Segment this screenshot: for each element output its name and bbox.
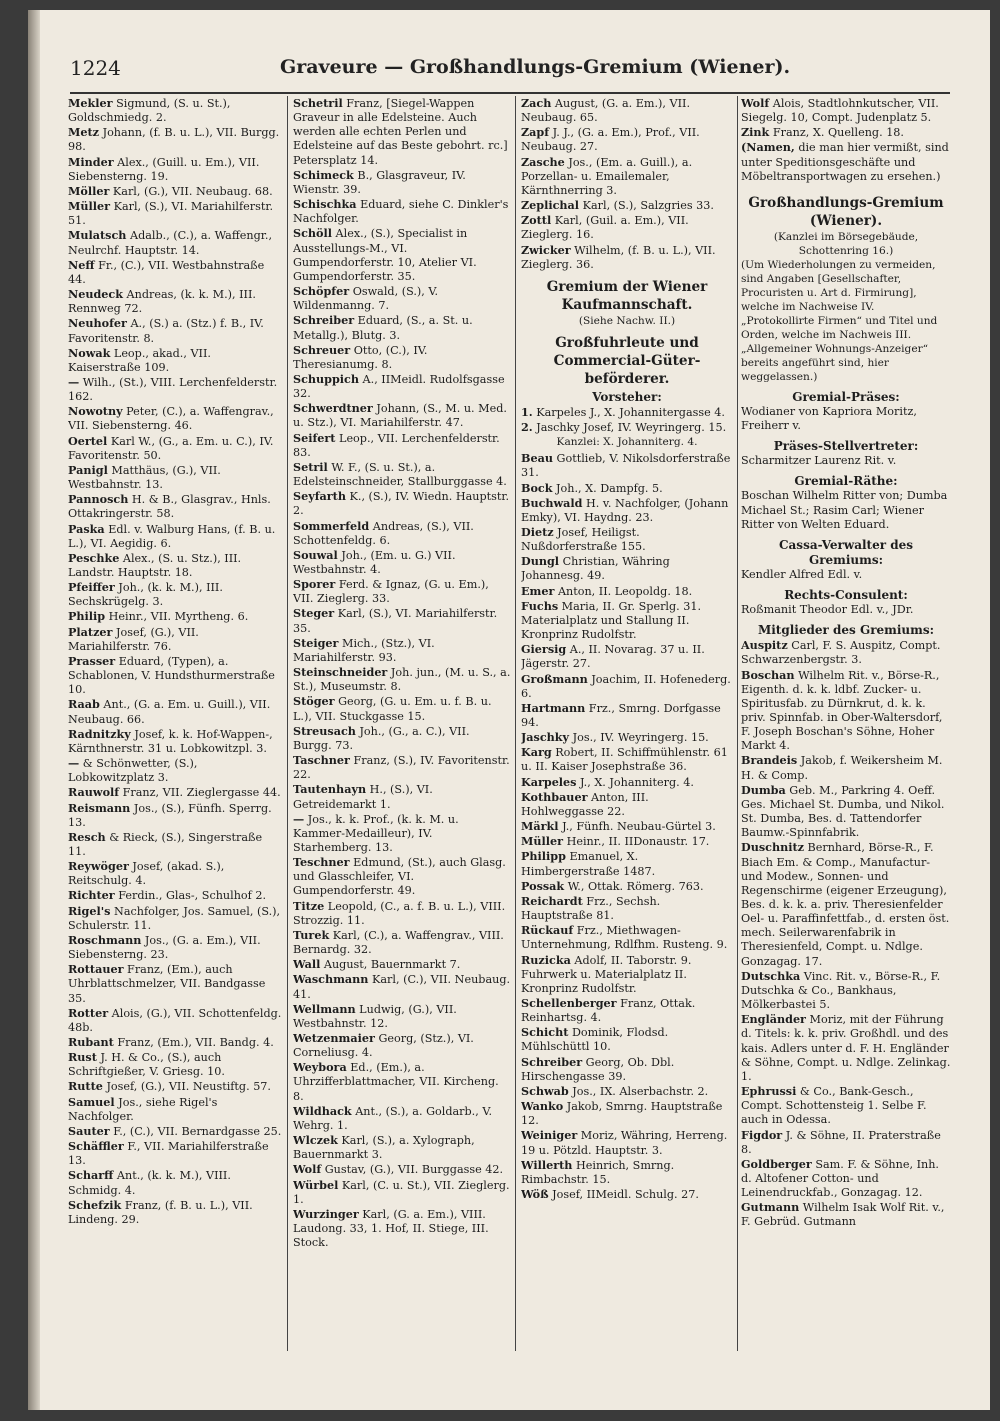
entry-name: Steiger	[293, 635, 339, 650]
directory-entry: Zach August, (G. a. Em.), VII. Neubaug. 65.	[521, 96, 691, 125]
entry-name: Streusach	[293, 723, 356, 738]
directory-entry: Rotter Alois, (G.), VII. Schottenfeldg. 48b.	[68, 1005, 282, 1034]
entry-name: Panigl	[68, 462, 108, 477]
entry-name: Wall	[293, 957, 321, 972]
entry-name: Nowotny	[68, 404, 123, 419]
directory-entry: Müller Heinr., II. IIDonaustr. 17.	[521, 834, 710, 849]
entry-name: Resch	[68, 829, 106, 844]
directory-entry: Nowotny Peter, (C.), a. Waffengrav., VII. Siebensterng. 46.	[68, 404, 274, 433]
directory-entry: Steinschneider Joh. jun., (M. u. S., a. St.), Museumstr. 8.	[293, 665, 511, 694]
directory-entry: Reismann Jos., (S.), Fünfh. Sperrg. 13.	[68, 800, 272, 829]
directory-entry: Weiniger Moriz, Währing, Herreng. 19 u. Pötzld. Hauptstr. 3.	[521, 1128, 728, 1157]
directory-entry: Neuhofer A., (S.) a. (Stz.) f. B., IV. Favoritenstr. 8.	[68, 316, 264, 345]
page-title: Graveure — Großhandlungs-Gremium (Wiener).	[280, 56, 791, 78]
entry-name: Goldberger	[741, 1156, 812, 1171]
directory-entry: Seyfarth K., (S.), IV. Wiedn. Hauptstr. 2.	[293, 489, 510, 518]
entry-name: Zeplichal	[521, 198, 580, 213]
consulent-entry: Roßmanit Theodor Edl. v., JDr.	[741, 603, 914, 617]
column-3-entries-a	[521, 96, 733, 272]
directory-entry: Zwicker Wilhelm, (f. B. u. L.), VII. Zieglerg. 36.	[521, 242, 716, 271]
directory-entry: Schicht Dominik, Flodsd. Mühlschüttl 10.	[521, 1025, 669, 1054]
directory-entry: Teschner Edmund, (St.), auch Glasg. und Glasschleifer, VI. Gumpendorferstr. 49.	[293, 855, 506, 898]
entry-name: Neudeck	[68, 287, 123, 302]
directory-entry: Boschan Wilhelm Rit. v., Börse-R., Eigenth. d. k. k. ldbf. Zucker- u. Spiritusfab. zu Dürnkrut, d. k. k. priv. Spinnfab. in Ober-Waltersdorf, F. Joseph Boschan's Söhne, Hoher Markt 4.	[741, 667, 943, 753]
entry-name: Schellenberger	[521, 995, 617, 1010]
entry-name: Wurzinger	[293, 1206, 359, 1221]
directory-entry: Raab Ant., (G. a. Em. u. Guill.), VII. Neubaug. 66.	[68, 697, 271, 726]
entry-name: Boschan	[741, 667, 795, 682]
entry-name: Schwerdtner	[293, 401, 373, 416]
entry-name: Roschmann	[68, 932, 142, 947]
directory-entry: Schimeck B., Glasgraveur, IV. Wienstr. 39.	[293, 167, 466, 196]
entry-name: Reichardt	[521, 893, 583, 908]
entry-name: Paska	[68, 521, 105, 536]
directory-entry: Neudeck Andreas, (k. k. M.), III. Rennweg 72.	[68, 287, 256, 316]
directory-entry: Zasche Jos., (Em. a. Guill.), a. Porzellan- u. Emailemaler, Kärnthnerring 3.	[521, 154, 693, 197]
entry-name: Rottauer	[68, 962, 124, 977]
directory-entry: Wolf Gustav, (G.), VII. Burggasse 42.	[293, 1162, 504, 1177]
entry-name: Mekler	[68, 96, 113, 110]
entry-name: Reismann	[68, 800, 131, 815]
entry-name: Richter	[68, 888, 115, 903]
directory-entry: — Jos., k. k. Prof., (k. k. M. u. Kammer-Medailleur), IV. Starhemberg. 13.	[293, 811, 459, 854]
entry-name: Schwab	[521, 1083, 569, 1098]
column-divider-3	[737, 96, 738, 1351]
entry-name: Mulatsch	[68, 228, 127, 243]
entry-name: Possak	[521, 878, 565, 893]
entry-name: Schöll	[293, 226, 332, 241]
column-divider-2	[515, 96, 516, 1351]
directory-entry: Pfeiffer Joh., (k. k. M.), III. Sechskrügelg. 3.	[68, 580, 223, 609]
directory-entry: Würbel Karl, (C. u. St.), VII. Zieglerg. 1.	[293, 1177, 510, 1206]
entry-name: Schuppich	[293, 371, 359, 386]
directory-entry: — & Schönwetter, (S.), Lobkowitzplatz 3.	[68, 756, 198, 785]
entry-name: Turek	[293, 927, 330, 942]
directory-entry: Brandeis Jakob, f. Weikersheim M. H. & Comp.	[741, 753, 943, 782]
directory-entry: Giersig A., II. Novarag. 37 u. II. Jägerstr. 27.	[521, 642, 705, 671]
directory-entry: Karpeles J., X. Johanniterg. 4.	[521, 774, 694, 789]
entry-name: Setril	[293, 459, 328, 474]
entry-name: Ephrussi	[741, 1084, 797, 1099]
entry-name: Beau	[521, 451, 553, 466]
entry-name: Müller	[521, 834, 564, 849]
praeses-entry: Wodianer von Kapriora Moritz, Freiherr v.	[741, 404, 917, 433]
directory-entry: Müller Karl, (S.), VI. Mariahilferstr. 51.	[68, 199, 274, 228]
entry-name: Großmann	[521, 671, 588, 686]
directory-entry: Emer Anton, II. Leopoldg. 18.	[521, 583, 693, 598]
directory-entry: Radnitzky Josef, k. k. Hof-Wappen-, Kärnthnerstr. 31 u. Lobkowitzpl. 3.	[68, 726, 273, 755]
directory-entry: Metz Johann, (f. B. u. L.), VII. Burgg. 98.	[68, 125, 280, 154]
entry-name: Emer	[521, 583, 555, 598]
entry-name: Schimeck	[293, 167, 354, 182]
entry-name: Wolf	[293, 1162, 322, 1177]
directory-entry: Mekler Sigmund, (S. u. St.), Goldschmiedg. 2.	[68, 96, 231, 125]
mitglieder-label: Mitglieder des Gremiums:	[757, 623, 935, 638]
directory-entry: Oertel Karl W., (G., a. Em. u. C.), IV. Favoritenstr. 50.	[68, 433, 274, 462]
directory-entry: Mulatsch Adalb., (C.), a. Waffengr., Neulrchf. Hauptstr. 14.	[68, 228, 273, 257]
entry-name: Schicht	[521, 1025, 569, 1040]
directory-entry: Zink Franz, X. Quelleng. 18.	[741, 125, 904, 140]
raethe-entry: Boschan Wilhelm Ritter von; Dumba Michael St.; Rasim Carl; Wiener Ritter von Welten Eduard.	[741, 489, 948, 531]
entry-name: Hartmann	[521, 700, 586, 715]
entry-name: Pannosch	[68, 492, 129, 507]
entry-name: Wildhack	[293, 1103, 352, 1118]
entry-name: Metz	[68, 125, 100, 140]
entry-name: (Namen,	[741, 140, 795, 155]
entry-name: Figdor	[741, 1127, 783, 1142]
cassa-entry: Kendler Alfred Edl. v.	[741, 567, 863, 581]
section-address: (Kanzlei im Börsegebäude, Schottenring 16.)	[773, 230, 919, 257]
directory-entry: Rauwolf Franz, VII. Zieglergasse 44.	[68, 785, 281, 800]
directory-entry: Waschmann Karl, (C.), VII. Neubaug. 41.	[293, 972, 511, 1001]
directory-entry: Reichardt Frz., Sechsh. Hauptstraße 81.	[521, 893, 661, 923]
directory-entry: Paska Edl. v. Walburg Hans, (f. B. u. L.), VI. Aegidig. 6.	[68, 521, 276, 550]
directory-entry: Stöger Georg, (G. u. Em. u. f. B. u. L.), VII. Stuckgasse 15.	[293, 694, 492, 723]
entry-name: Auspitz	[741, 638, 788, 653]
directory-entry: Dutschka Vinc. Rit. v., Börse-R., F. Dutschka & Co., Bankhaus, Mölkerbastei 5.	[741, 968, 941, 1012]
directory-entry: Minder Alex., (Guill. u. Em.), VII. Siebensterng. 19.	[68, 154, 260, 183]
page-header	[70, 48, 950, 88]
entry-name: Tautenhayn	[293, 782, 367, 797]
stellvertreter-label: Präses-Stellvertreter:	[773, 439, 919, 454]
directory-entry: Ruzicka Adolf, II. Taborstr. 9. Fuhrwerk u. Materialplatz II. Kronprinz Rudolfstr.	[521, 952, 692, 995]
entry-name: Rutte	[68, 1079, 103, 1094]
consulent-label: Rechts-Consulent:	[784, 588, 908, 603]
entry-name: Würbel	[293, 1177, 339, 1192]
directory-entry: Rust J. H. & Co., (S.), auch Schriftgießer, V. Griesg. 10.	[68, 1050, 225, 1079]
entry-name: Zach	[521, 96, 552, 110]
entry-name: Schetril	[293, 96, 343, 110]
entry-name: Seyfarth	[293, 489, 346, 504]
directory-entry: Philip Heinr., VII. Myrtheng. 6.	[68, 609, 249, 624]
directory-entry: Goldberger Sam. F. & Söhne, Inh. d. Altofener Cotton- und Leinendruckfab., Gonzagag. 12.	[741, 1156, 939, 1200]
section-note: (Um Wiederholungen zu vermeiden, sind Angaben [Gesellschafter, Procuristen u. Art d. Firmirung], welche im Nachweise IV. „Protokollirte Firmen“ und Titel und Orden, welche im Nachweis III. „Allgemeiner Wohnungs-Anzeiger“ bereits angeführt sind, hier weggelassen.)	[741, 258, 938, 383]
directory-entry: Schetril Franz, [Siegel-Wappen Graveur in alle Edelsteine. Auch werden alle echten Perlen und Edelsteine auf das Beste gebohrt. rc.] Petersplatz 14.	[293, 96, 508, 167]
directory-entry: Titze Leopold, (C., a. f. B. u. L.), VIII. Strozzig. 11.	[293, 898, 506, 927]
entry-name: Scharff	[68, 1168, 114, 1183]
directory-entry: Taschner Franz, (S.), IV. Favoritenstr. 22.	[293, 753, 510, 782]
directory-entry: Samuel Jos., siehe Rigel's Nachfolger.	[68, 1094, 218, 1123]
kanzlei-line: Kanzlei: X. Johanniterg. 4.	[556, 436, 698, 449]
directory-entry: Steger Karl, (S.), VI. Mariahilferstr. 35.	[293, 606, 498, 635]
entry-name: Schreuer	[293, 342, 351, 357]
directory-entry: Jaschky Jos., IV. Weyringerg. 15.	[521, 730, 709, 745]
directory-entry: Wlczek Karl, (S.), a. Xylograph, Bauernmarkt 3.	[293, 1133, 475, 1162]
entry-name: Bock	[521, 480, 553, 495]
directory-entry: Wellmann Ludwig, (G.), VII. Westbahnstr. 12.	[293, 1001, 457, 1030]
entry-name: Steger	[293, 606, 335, 621]
directory-entry: Auspitz Carl, F. S. Auspitz, Compt. Schwarzenbergstr. 3.	[741, 638, 941, 667]
directory-entry: Märkl J., Fünfh. Neubau-Gürtel 3.	[521, 819, 716, 834]
entry-name: Schischka	[293, 197, 357, 212]
entry-name: Wolf	[741, 96, 770, 110]
directory-entry: Rigel's Nachfolger, Jos. Samuel, (S.), Schulerstr. 11.	[68, 903, 281, 932]
directory-entry: Rückauf Frz., Miethwagen-Unternehmung, Rdlfhm. Rusteng. 9.	[521, 923, 728, 952]
directory-entry: Weybora Ed., (Em.), a. Uhrzifferblattmacher, VII. Kircheng. 8.	[293, 1060, 499, 1103]
entry-name: Schöpfer	[293, 284, 350, 299]
column-4-entries-a	[741, 96, 951, 184]
entry-name: Neff	[68, 257, 95, 272]
entry-name: Möller	[68, 183, 110, 198]
entry-name: Radnitzky	[68, 726, 131, 741]
raethe-label: Gremial-Räthe:	[794, 474, 898, 489]
entry-name: —	[293, 811, 305, 826]
directory-entry: Schöll Alex., (S.), Specialist in Ausstellungs-M., VI. Gumpendorferstr. 10, Atelier VI. Gumpendorferstr. 35.	[293, 226, 477, 283]
directory-entry: Setril W. F., (S. u. St.), a. Edelsteinschneider, Stallburggasse 4.	[293, 459, 507, 489]
entry-name: Duschnitz	[741, 840, 804, 855]
entry-name: Karpeles	[521, 774, 577, 789]
column-3	[521, 96, 733, 1356]
entry-name: Schreiber	[293, 313, 355, 328]
entry-name: Sporer	[293, 577, 336, 592]
entry-name: Ruzicka	[521, 952, 571, 967]
directory-entry: Schefzik Franz, (f. B. u. L.), VII. Lindeng. 29.	[68, 1197, 253, 1226]
directory-entry: Resch & Rieck, (S.), Singerstraße 11.	[68, 829, 263, 858]
entry-name: Dungl	[521, 554, 560, 569]
entry-name: Minder	[68, 154, 114, 169]
entry-name: Oertel	[68, 433, 108, 448]
directory-entry: — Wilh., (St.), VIII. Lerchenfelderstr. 162.	[68, 374, 278, 404]
entry-name: Zink	[741, 125, 770, 140]
entry-name: Weiniger	[521, 1128, 578, 1143]
directory-entry: Zapf J. J., (G. a. Em.), Prof., VII. Neubaug. 27.	[521, 125, 700, 154]
entry-name: Philipp	[521, 849, 566, 864]
entry-name: Rust	[68, 1050, 97, 1065]
directory-entry: Duschnitz Bernhard, Börse-R., F. Biach Em. & Comp., Manufactur- und Modew., Sonnen- und Regenschirme (eigener Erzeugung), Bes. d. k. k. a. priv. Theresienfelder Oel- u. Paraffinfettfab., d. ersten öst. mech. Seilerwarenfabrik in Theresienfeld, Compt. u. Ndlge. Gonzagag. 17.	[741, 840, 950, 968]
directory-entry: Schischka Eduard, siehe C. Dinkler's Nachfolger.	[293, 197, 509, 226]
column-divider-1	[287, 96, 288, 1351]
directory-entry: Fuchs Maria, II. Gr. Sperlg. 31. Materialplatz und Stallung II. Kronprinz Rudolfstr.	[521, 598, 702, 642]
entry-name: Engländer	[741, 1012, 806, 1027]
section-note-kaufmannschaft: (Siehe Nachw. II.)	[578, 314, 676, 327]
column-4	[741, 96, 951, 1356]
entry-name: Fuchs	[521, 598, 559, 613]
directory-entry: Willerth Heinrich, Smrng. Rimbachstr. 15.	[521, 1157, 675, 1186]
directory-entry: Engländer Moriz, mit der Führung d. Titels: k. k. priv. Großhdl. und des kais. Adlers unter d. F. H. Engländer & Söhne, Compt. u. Ndlge. Zelinkag. 1.	[741, 1012, 951, 1083]
entry-name: Rauwolf	[68, 785, 120, 800]
directory-entry: Souwal Joh., (Em. u. G.) VII. Westbahnstr. 4.	[293, 547, 456, 576]
vorsteher-list	[521, 405, 733, 435]
entry-name: Souwal	[293, 547, 338, 562]
entry-name: Schefzik	[68, 1197, 122, 1212]
entry-name: Wetzenmaier	[293, 1031, 375, 1045]
directory-entry: Dungl Christian, Währing Johannesg. 49.	[521, 554, 670, 583]
entry-name: Zottl	[521, 213, 552, 228]
directory-entry: Bock Joh., X. Dampfg. 5.	[521, 480, 663, 495]
directory-entry: Schäffler F., VII. Mariahilferstraße 13.	[68, 1139, 269, 1168]
entry-name: Reywöger	[68, 859, 129, 874]
section-title-grosshandlungs-gremium: Großhandlungs-Gremium (Wiener).	[748, 194, 944, 229]
entry-name: Dumba	[741, 782, 786, 797]
entry-name: Steinschneider	[293, 665, 388, 680]
directory-entry: Schuppich A., IIMeidl. Rudolfsgasse 32.	[293, 371, 505, 401]
entry-name: Buchwald	[521, 495, 583, 510]
directory-entry: Möller Karl, (G.), VII. Neubaug. 68.	[68, 183, 273, 198]
directory-entry: Schellenberger Franz, Ottak. Reinhartsg. 4.	[521, 995, 696, 1025]
entry-name: Wellmann	[293, 1001, 356, 1016]
entry-name: Sauter	[68, 1123, 110, 1138]
directory-entry: Zeplichal Karl, (S.), Salzgries 33.	[521, 198, 714, 213]
column-2	[293, 96, 511, 1356]
directory-entry: Philipp Emanuel, X. Himbergerstraße 1487.	[521, 849, 656, 878]
directory-entry: Großmann Joachim, II. Hofenederg. 6.	[521, 671, 731, 700]
section-title-kaufmannschaft: Gremium der Wiener Kaufmannschaft.	[546, 278, 708, 313]
entry-name: Märkl	[521, 819, 559, 834]
directory-entry: Peschke Alex., (S. u. Stz.), III. Landstr. Hauptstr. 18.	[68, 550, 242, 579]
directory-entry: Possak W., Ottak. Römerg. 763.	[521, 878, 704, 893]
directory-entry: Wurzinger Karl, (G. a. Em.), VIII. Laudong. 33, 1. Hof, II. Stiege, III. Stock.	[293, 1206, 489, 1250]
directory-entry: Wanko Jakob, Smrng. Hauptstraße 12.	[521, 1099, 723, 1128]
cassa-label: Cassa-Verwalter des Gremiums:	[778, 537, 913, 567]
directory-entry: Tautenhayn H., (S.), VI. Getreidemarkt 1.	[293, 782, 433, 811]
entry-name: 2.	[521, 420, 533, 435]
directory-entry: Neff Fr., (C.), VII. Westbahnstraße 44.	[68, 257, 265, 286]
entry-name: Taschner	[293, 753, 350, 768]
directory-entry: Kothbauer Anton, III. Hohlweggasse 22.	[521, 789, 649, 818]
directory-entry: Sommerfeld Andreas, (S.), VII. Schottenfeldg. 6.	[293, 518, 474, 547]
directory-entry: Rottauer Franz, (Em.), auch Uhrblattschmelzer, VII. Bandgasse 35.	[68, 962, 266, 1005]
directory-entry: Schreiber Eduard, (S., a. St. u. Metallg.), Blutg. 3.	[293, 313, 473, 342]
directory-entry: Prasser Eduard, (Typen), a. Schablonen, V. Hundsthurmerstraße 10.	[68, 653, 275, 697]
column-3-entries-b	[521, 451, 733, 1202]
directory-entry: Pannosch H. & B., Glasgrav., Hnls. Ottakringerstr. 58.	[68, 492, 271, 521]
directory-entry: Schreuer Otto, (C.), IV. Theresianumg. 8.	[293, 342, 428, 371]
entry-name: Weybora	[293, 1060, 347, 1075]
directory-entry: Platzer Josef, (G.), VII. Mariahilferstr. 76.	[68, 624, 199, 653]
entry-name: Rigel's	[68, 903, 111, 918]
entry-name: 1.	[521, 404, 533, 419]
entry-name: Prasser	[68, 653, 116, 668]
entry-name: Pfeiffer	[68, 580, 115, 595]
entry-name: Samuel	[68, 1094, 115, 1109]
directory-entry: Figdor J. & Söhne, II. Praterstraße 8.	[741, 1127, 941, 1156]
entry-name: Platzer	[68, 624, 113, 639]
directory-entry: Zottl Karl, (Guil. a. Em.), VII. Zieglerg. 16.	[521, 213, 689, 242]
entry-name: Wöß	[521, 1187, 549, 1201]
entry-name: Teschner	[293, 855, 350, 870]
entry-name: Schäffler	[68, 1139, 124, 1154]
directory-entry: Seifert Leop., VII. Lerchenfelderstr. 83.	[293, 430, 500, 459]
directory-entry: Ephrussi & Co., Bank-Gesch., Compt. Schottensteig 1. Selbe F. auch in Odessa.	[741, 1084, 927, 1127]
entry-name: Seifert	[293, 430, 336, 445]
vorsteher-label: Vorsteher:	[592, 389, 662, 404]
entry-name: Peschke	[68, 550, 120, 565]
directory-entry: Gutmann Wilhelm Isak Wolf Rit. v., F. Gebrüd. Gutmann	[741, 1200, 945, 1229]
entry-name: Jaschky	[521, 730, 570, 745]
entry-name: Müller	[68, 199, 111, 214]
directory-entry: Panigl Matthäus, (G.), VII. Westbahnstr. 13.	[68, 462, 221, 492]
book-spine	[28, 10, 40, 1410]
directory-entry: Rubant Franz, (Em.), VII. Bandg. 4.	[68, 1035, 274, 1049]
directory-entry: Scharff Ant., (k. k. M.), VIII. Schmidg. 4.	[68, 1168, 231, 1197]
directory-entry: Sporer Ferd. & Ignaz, (G. u. Em.), VII. Zieglerg. 33.	[293, 577, 489, 606]
directory-entry: Dietz Josef, Heiligst. Nußdorferstraße 155.	[521, 524, 646, 554]
directory-entry: 2. Jaschky Josef, IV. Weyringerg. 15.	[521, 420, 727, 435]
directory-entry: Hartmann Frz., Smrng. Dorfgasse 94.	[521, 700, 721, 729]
entry-name: Rückauf	[521, 923, 574, 938]
directory-entry: Reywöger Josef, (akad. S.), Reitschulg. 4.	[68, 859, 225, 888]
page-number: 1224	[70, 56, 121, 80]
directory-entry: Beau Gottlieb, V. Nikolsdorferstraße 31.	[521, 451, 731, 480]
entry-name: Sommerfeld	[293, 518, 370, 533]
directory-entry: Richter Ferdin., Glas-, Schulhof 2.	[68, 888, 267, 903]
entry-name: Dietz	[521, 524, 554, 539]
entry-name: Wanko	[521, 1099, 564, 1114]
entry-name: Willerth	[521, 1157, 573, 1172]
directory-entry: Buchwald H. v. Nachfolger, (Johann Emky), VI. Haydng. 23.	[521, 495, 729, 524]
directory-entry: (Namen, die man hier vermißt, sind unter Speditionsgeschäfte und Möbeltransportwagen zu ersehen.)	[741, 140, 949, 183]
directory-entry: Turek Karl, (C.), a. Waffengrav., VIII. Bernardg. 32.	[293, 927, 504, 957]
entry-name: Dutschka	[741, 968, 801, 983]
entry-name: Stöger	[293, 694, 335, 709]
entry-name: Zapf	[521, 125, 550, 140]
directory-entry: 1. Karpeles J., X. Johannitergasse 4.	[521, 404, 725, 419]
entry-name: Neuhofer	[68, 316, 127, 331]
entry-name: Giersig	[521, 642, 567, 657]
directory-entry: Dumba Geb. M., Parkring 4. Oeff. Ges. Michael St. Dumba, und Nikol. St. Dumba, Bes. d. Tattendorfer Baumw.-Spinnfabrik.	[741, 782, 945, 840]
directory-entry: Schwerdtner Johann, (S., M. u. Med. u. Stz.), VI. Mariahilferstr. 47.	[293, 401, 507, 430]
directory-entry: Schwab Jos., IX. Alserbachstr. 2.	[521, 1083, 709, 1098]
entry-name: Rotter	[68, 1005, 109, 1020]
column-1	[68, 96, 283, 1356]
directory-entry: Streusach Joh., (G., a. C.), VII. Burgg. 73.	[293, 723, 470, 752]
entry-name: Gutmann	[741, 1200, 800, 1215]
entry-name: Nowak	[68, 345, 111, 360]
directory-entry: Steiger Mich., (Stz.), VI. Mariahilferstr. 93.	[293, 635, 435, 664]
entry-name: Karg	[521, 745, 552, 760]
entry-name: —	[68, 756, 80, 771]
entry-name: Kothbauer	[521, 789, 588, 804]
directory-entry: Wöß Josef, IIMeidl. Schulg. 27.	[521, 1187, 699, 1201]
column-4-entries-b	[741, 638, 951, 1229]
entry-name: Rubant	[68, 1035, 114, 1049]
directory-entry: Rutte Josef, (G.), VII. Neustiftg. 57.	[68, 1079, 271, 1094]
directory-entry: Schreiber Georg, Ob. Dbl. Hirschengasse 39.	[521, 1054, 675, 1083]
directory-entry: Sauter F., (C.), VII. Bernardgasse 25.	[68, 1123, 282, 1138]
entry-name: Brandeis	[741, 753, 798, 768]
entry-name: Zasche	[521, 154, 565, 169]
header-rule	[70, 92, 950, 94]
section-title-grossfuhrleute: Großfuhrleute und Commercial-Güter-beförderer.	[553, 334, 701, 387]
directory-entry: Nowak Leop., akad., VII. Kaiserstraße 109.	[68, 345, 211, 374]
entry-name: Raab	[68, 697, 100, 712]
directory-entry: Schöpfer Oswald, (S.), V. Wildenmanng. 7.	[293, 284, 439, 313]
praeses-label: Gremial-Präses:	[792, 389, 900, 404]
directory-entry: Wolf Alois, Stadtlohnkutscher, VII. Siegelg. 10, Compt. Judenplatz 5.	[741, 96, 939, 125]
entry-name: —	[68, 374, 80, 389]
entry-name: Waschmann	[293, 972, 369, 987]
entry-name: Schreiber	[521, 1054, 583, 1069]
directory-entry: Wildhack Ant., (S.), a. Goldarb., V. Wehrg. 1.	[293, 1103, 493, 1132]
entry-name: Titze	[293, 898, 325, 913]
directory-entry: Wetzenmaier Georg, (Stz.), VI. Corneliusg. 4.	[293, 1031, 474, 1060]
entry-name: Zwicker	[521, 242, 571, 257]
entry-name: Wlczek	[293, 1133, 338, 1148]
stellvertreter-entry: Scharmitzer Laurenz Rit. v.	[741, 454, 897, 468]
directory-entry: Wall August, Bauernmarkt 7.	[293, 957, 461, 972]
entry-name: Philip	[68, 609, 106, 624]
directory-entry: Roschmann Jos., (G. a. Em.), VII. Siebensterng. 23.	[68, 932, 261, 962]
directory-entry: Karg Robert, II. Schiffmühlenstr. 61 u. II. Kaiser Josephstraße 36.	[521, 745, 728, 774]
